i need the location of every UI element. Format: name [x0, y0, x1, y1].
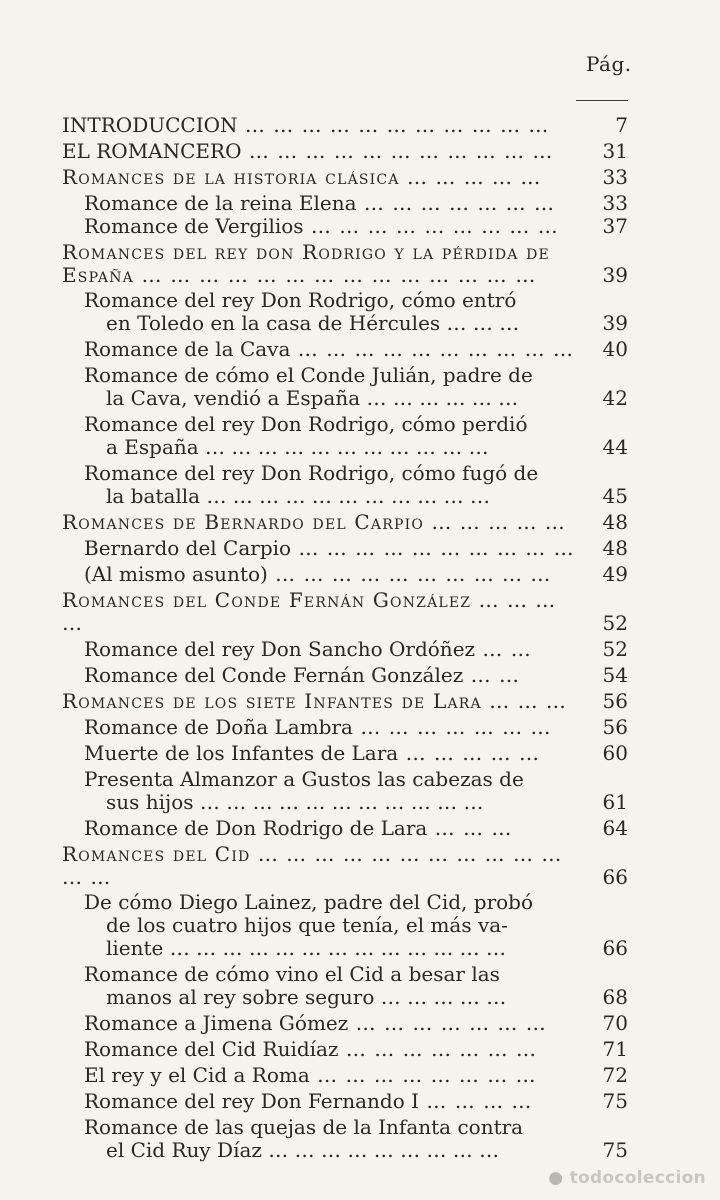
toc-page-number: 40	[602, 337, 628, 361]
toc-leader-dots: … … … … …	[399, 165, 542, 189]
toc-page-number: 52	[602, 611, 628, 635]
toc-entry-title: Romances de los siete Infantes de Lara	[62, 689, 482, 713]
toc-page-number: 60	[602, 741, 628, 765]
toc-page-number: 39	[602, 263, 628, 287]
toc-page-number: 56	[602, 715, 628, 739]
toc-entry-title: De cómo Diego Lainez, padre del Cid, probó	[84, 890, 534, 914]
toc-page-number: 70	[602, 1011, 628, 1035]
toc-leader-dots: … … … … … … … … … … …	[237, 113, 550, 137]
toc-entry	[62, 1038, 628, 1061]
toc-entry-title: Romance del rey Don Sancho Ordóñez	[84, 637, 476, 661]
toc-leader-dots: … … … … …	[424, 510, 566, 534]
toc-leader-dots: … … … … … … …	[338, 1037, 538, 1061]
toc-entry-title: Romance de Doña Lambra	[84, 715, 353, 739]
toc-page-number: 64	[602, 816, 628, 840]
toc-entry-title: Romance de cómo vino el Cid a besar las	[84, 962, 500, 986]
toc-entry-continuation: liente … … … … … … … … … … … … …	[106, 936, 507, 960]
toc-entry-title: Romance del Cid Ruidíaz	[84, 1037, 339, 1061]
toc-leader-dots: … … … …	[419, 1089, 533, 1113]
toc-entry-continuation: el Cid Ruy Díaz … … … … … … … … …	[106, 1138, 500, 1162]
toc-entry-title: Romance del rey Don Fernando I	[84, 1089, 419, 1113]
toc-leader-dots: … … … … … … … … …	[303, 214, 559, 238]
toc-entry	[62, 664, 628, 687]
toc-entry	[62, 192, 628, 215]
toc-entry	[62, 1090, 628, 1113]
toc-entry-title: (Al mismo asunto)	[84, 562, 268, 586]
toc-page-number: 54	[602, 663, 628, 687]
toc-section-heading	[62, 511, 628, 534]
page-column-label: Pág.	[586, 52, 632, 76]
toc-section-heading	[62, 690, 628, 713]
toc-leader-dots: … … … … …	[398, 741, 541, 765]
toc-entry-title: Romance de cómo el Conde Julián, padre de	[84, 363, 533, 387]
toc-entry-title: Muerte de los Infantes de Lara	[84, 741, 399, 765]
watermark-dot-icon: ●	[548, 1168, 564, 1188]
toc-page-number: 66	[602, 865, 628, 889]
toc-entry	[62, 963, 628, 1009]
toc-page-number: 33	[602, 191, 628, 215]
toc-entry-title: Romance de la reina Elena	[84, 191, 357, 215]
toc-entry-continuation: en Toledo en la casa de Hércules … … …	[106, 311, 520, 335]
toc-section-heading	[62, 843, 628, 889]
toc-leader-dots: … … … …	[62, 588, 557, 635]
toc-leader-dots: … …	[475, 637, 532, 661]
toc-section-heading	[62, 241, 628, 287]
toc-entry-title: Romance de las quejas de la Infanta contra	[84, 1115, 524, 1139]
toc-entry	[62, 364, 628, 410]
toc-leader-dots: … … … … … … … … … …	[290, 337, 574, 361]
toc-page-number: 72	[602, 1063, 628, 1087]
toc-entry-title: Romance del Conde Fernán González	[84, 663, 464, 687]
toc-entry	[62, 563, 628, 586]
toc-entry-title: Romances del Cid	[62, 842, 251, 866]
toc-page-number: 45	[602, 484, 628, 508]
toc-page-number: 48	[602, 536, 628, 560]
toc-page-number: 42	[602, 386, 628, 410]
toc-entry	[62, 1116, 628, 1162]
toc-entry-continuation: a España … … … … … … … … … … …	[106, 435, 489, 459]
toc-section-heading	[62, 114, 628, 137]
toc-entry-title: Romance de la Cava	[84, 337, 291, 361]
toc-page-number: 48	[602, 510, 628, 534]
toc-entry	[62, 338, 628, 361]
toc-leader-dots: … … …	[427, 816, 513, 840]
toc-entry-title: Romances del Conde Fernán González	[62, 588, 472, 612]
toc-entry	[62, 537, 628, 560]
toc-entry	[62, 742, 628, 765]
toc-entry-title: Romances de Bernardo del Carpio	[62, 510, 425, 534]
toc-entry-title: Romance de Don Rodrigo de Lara	[84, 816, 428, 840]
toc-leader-dots: … … … … … … …	[352, 715, 552, 739]
toc-entry-continuation: España … … … … … … … … … … … … … …	[62, 263, 537, 287]
toc-entry-title: Bernardo del Carpio	[84, 536, 292, 560]
toc-leader-dots: … …	[463, 663, 520, 687]
toc-leader-dots: … … … … … … …	[348, 1011, 547, 1035]
toc-leader-dots: … … … … … … … … … …	[291, 536, 575, 560]
toc-entry-title: EL ROMANCERO	[62, 139, 242, 163]
toc-page-number: 49	[602, 562, 628, 586]
toc-entry-title: El rey y el Cid a Roma	[84, 1063, 310, 1087]
toc-entry-title: Romances de la historia clásica	[62, 165, 400, 189]
toc-entry	[62, 462, 628, 508]
toc-entry-title: Romances del rey don Rodrigo y la pérdida de	[62, 240, 550, 264]
toc-entry-continuation: de los cuatro hijos que tenía, el más va-	[106, 913, 508, 937]
toc-page-number: 7	[615, 113, 628, 137]
toc-page-number: 44	[602, 435, 628, 459]
toc-leader-dots: … … …	[481, 689, 567, 713]
toc-entry	[62, 768, 628, 814]
toc-entry-continuation: la Cava, vendió a España … … … … … …	[106, 386, 519, 410]
toc-page-number: 37	[602, 214, 628, 238]
toc-page-number: 31	[602, 139, 628, 163]
toc-entry	[62, 1012, 628, 1035]
toc-page-number: 52	[602, 637, 628, 661]
page-header	[0, 0, 720, 112]
toc-entry	[62, 716, 628, 739]
toc-leader-dots: … … … … … … …	[356, 191, 556, 215]
toc-entry	[62, 215, 628, 238]
toc-entry	[62, 1064, 628, 1087]
page-column-rule	[576, 100, 628, 101]
toc-entry	[62, 289, 628, 335]
toc-entry-title: Romance a Jimena Gómez	[84, 1011, 349, 1035]
toc-leader-dots: … … … … … … … … … … … … …	[62, 842, 563, 889]
toc-entry-title: Romance del rey Don Rodrigo, cómo entró	[84, 288, 517, 312]
toc-leader-dots: … … … … … … … …	[309, 1063, 537, 1087]
toc-entry	[62, 817, 628, 840]
toc-leader-dots: … … … … … … … … … …	[267, 562, 552, 586]
toc-entry	[62, 413, 628, 459]
toc-entry-continuation: la batalla … … … … … … … … … … …	[106, 484, 491, 508]
toc-entry-title: Presenta Almanzor a Gustos las cabezas de	[84, 767, 524, 791]
toc-page-number: 68	[602, 985, 628, 1009]
toc-entry	[62, 891, 628, 960]
toc-page-number: 61	[602, 790, 628, 814]
watermark-logo	[548, 1168, 706, 1188]
toc-page-number: 75	[602, 1089, 628, 1113]
toc-entry-title: Romance de Vergilios	[84, 214, 304, 238]
toc-entry-title: Romance del rey Don Rodrigo, cómo fugó de	[84, 461, 539, 485]
table-of-contents	[62, 114, 628, 1162]
toc-section-heading	[62, 140, 628, 163]
toc-section-heading	[62, 166, 628, 189]
toc-entry-title: INTRODUCCION	[62, 113, 238, 137]
toc-entry	[62, 638, 628, 661]
toc-page-number: 56	[602, 689, 628, 713]
toc-page-number: 39	[602, 311, 628, 335]
toc-leader-dots: … … … … … … … … … … …	[241, 139, 554, 163]
toc-page-number: 71	[602, 1037, 628, 1061]
toc-page-number: 75	[602, 1138, 628, 1162]
toc-section-heading	[62, 589, 628, 635]
toc-page-number: 66	[602, 936, 628, 960]
watermark-text: todocoleccion	[569, 1168, 706, 1188]
toc-entry-continuation: manos al rey sobre seguro … … … … …	[106, 985, 507, 1009]
toc-entry-title: Romance del rey Don Rodrigo, cómo perdió	[84, 412, 528, 436]
toc-page-number: 33	[602, 165, 628, 189]
toc-entry-continuation: sus hijos … … … … … … … … … … …	[106, 790, 484, 814]
